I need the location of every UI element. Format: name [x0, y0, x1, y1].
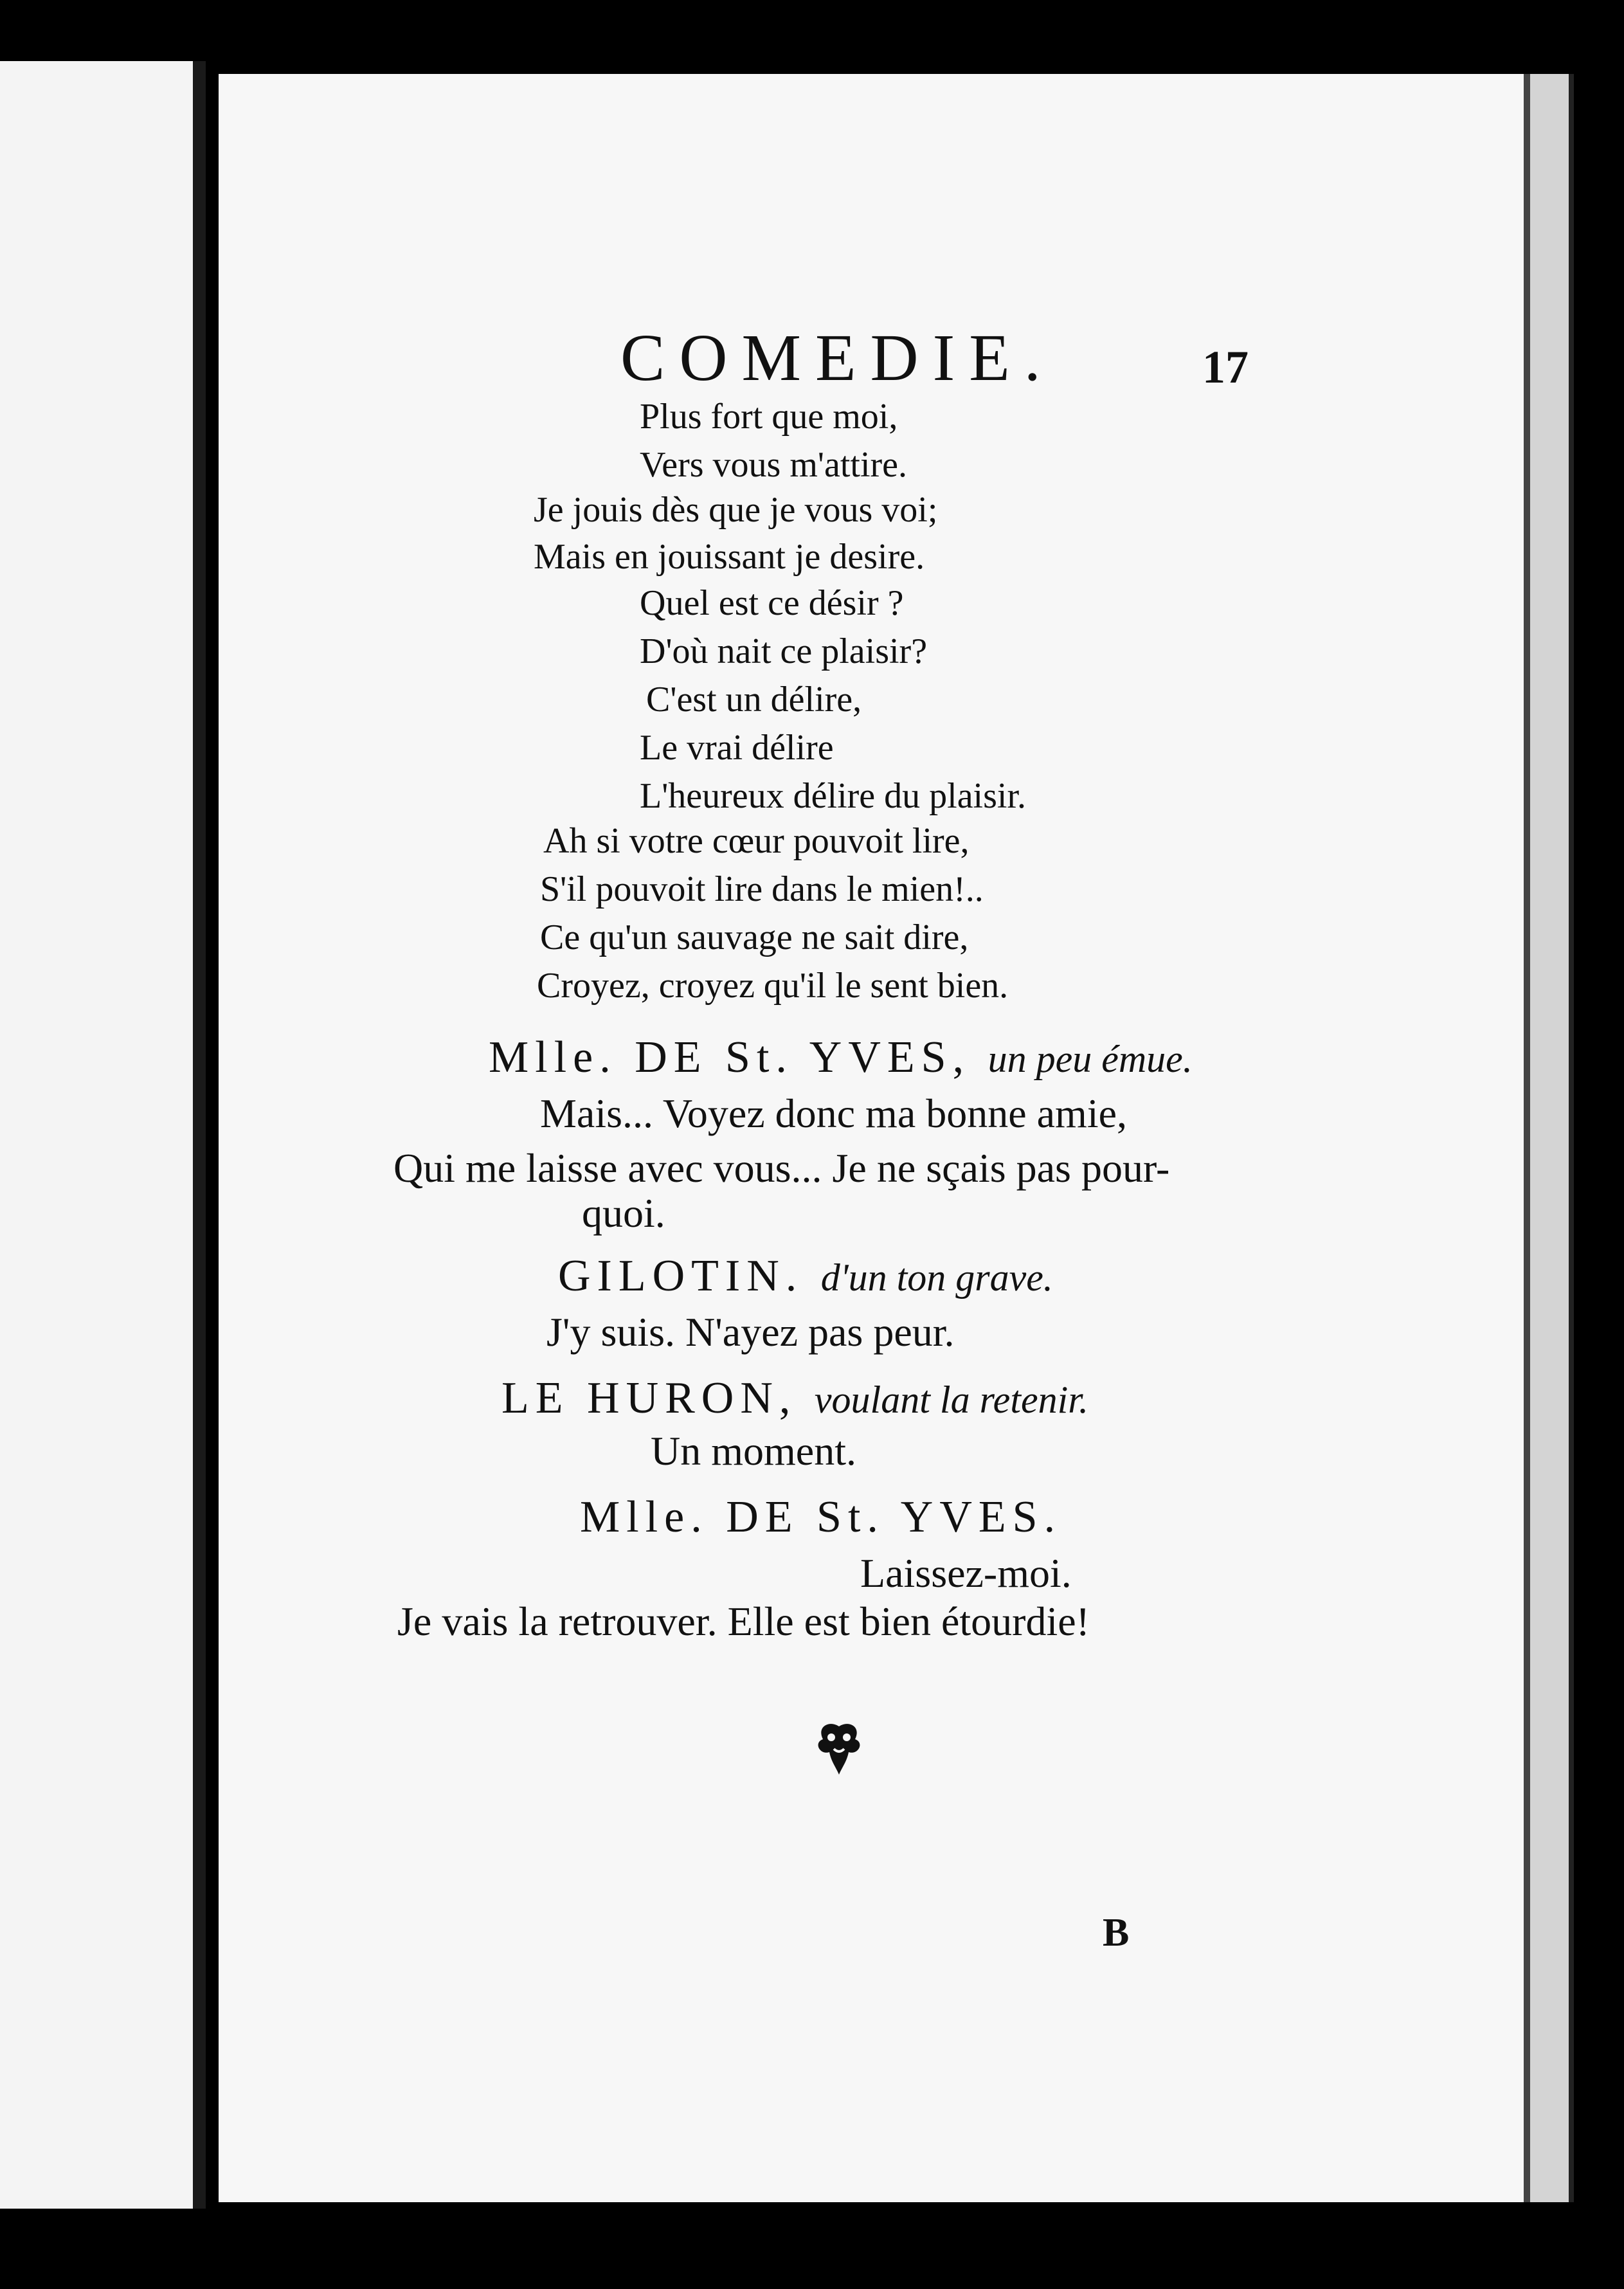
speaker-heading	[580, 1492, 1062, 1542]
dialogue-line: Je vais la retrouver. Elle est bien étourdie!	[397, 1598, 1090, 1644]
signature-mark: B	[1103, 1911, 1130, 1955]
dialogue-line: Laissez-moi.	[860, 1550, 1072, 1596]
speaker-heading	[489, 1035, 1193, 1080]
verse-line: S'il pouvoit lire dans le mien!..	[540, 869, 984, 909]
verse-line: Ce qu'un sauvage ne sait dire,	[540, 918, 969, 957]
stage-direction: un peu émue.	[988, 1038, 1193, 1080]
verse-line: Mais en jouissant je desire.	[534, 537, 925, 577]
verse-line: Vers vous m'attire.	[640, 445, 908, 485]
speaker-heading	[501, 1373, 1088, 1423]
verse-line: L'heureux délire du plaisir.	[640, 776, 1027, 816]
verse-line: C'est un délire,	[646, 680, 862, 719]
dialogue-line: Qui me laisse avec vous... Je ne sçais pas pour-	[393, 1145, 1170, 1191]
page-edge-right	[1524, 74, 1574, 2202]
verse-line: Croyez, croyez qu'il le sent bien.	[537, 966, 1009, 1006]
dialogue-line: J'y suis. N'ayez pas peur.	[546, 1309, 955, 1355]
stage-direction: d'un ton grave.	[820, 1256, 1053, 1299]
speaker-name: GILOTIN.	[558, 1251, 804, 1301]
verse-line: Je jouis dès que je vous voi;	[534, 490, 938, 530]
running-header: COMEDIE.	[620, 321, 1055, 395]
verse-line: Ah si votre cœur pouvoit lire,	[543, 821, 970, 861]
stage-direction: voulant la retenir.	[814, 1379, 1088, 1421]
dialogue-line: Mais... Voyez donc ma bonne amie,	[540, 1090, 1127, 1136]
speaker-name: LE HURON,	[501, 1373, 797, 1423]
verse-line: Plus fort que moi,	[640, 397, 898, 437]
page-number: 17	[1202, 341, 1249, 393]
speaker-name: Mlle. DE St. YVES,	[489, 1033, 971, 1082]
facing-page-edge	[0, 61, 206, 2209]
dialogue-line: quoi.	[582, 1190, 665, 1236]
verse-line: Quel est ce désir ?	[640, 583, 904, 623]
speaker-heading	[558, 1251, 1053, 1301]
fleuron-ornament-icon	[807, 1717, 871, 1781]
verse-line: D'où nait ce plaisir?	[640, 631, 928, 671]
dialogue-line: Un moment.	[651, 1428, 856, 1474]
verse-line: Le vrai délire	[640, 728, 834, 768]
speaker-name: Mlle. DE St. YVES.	[580, 1492, 1062, 1542]
